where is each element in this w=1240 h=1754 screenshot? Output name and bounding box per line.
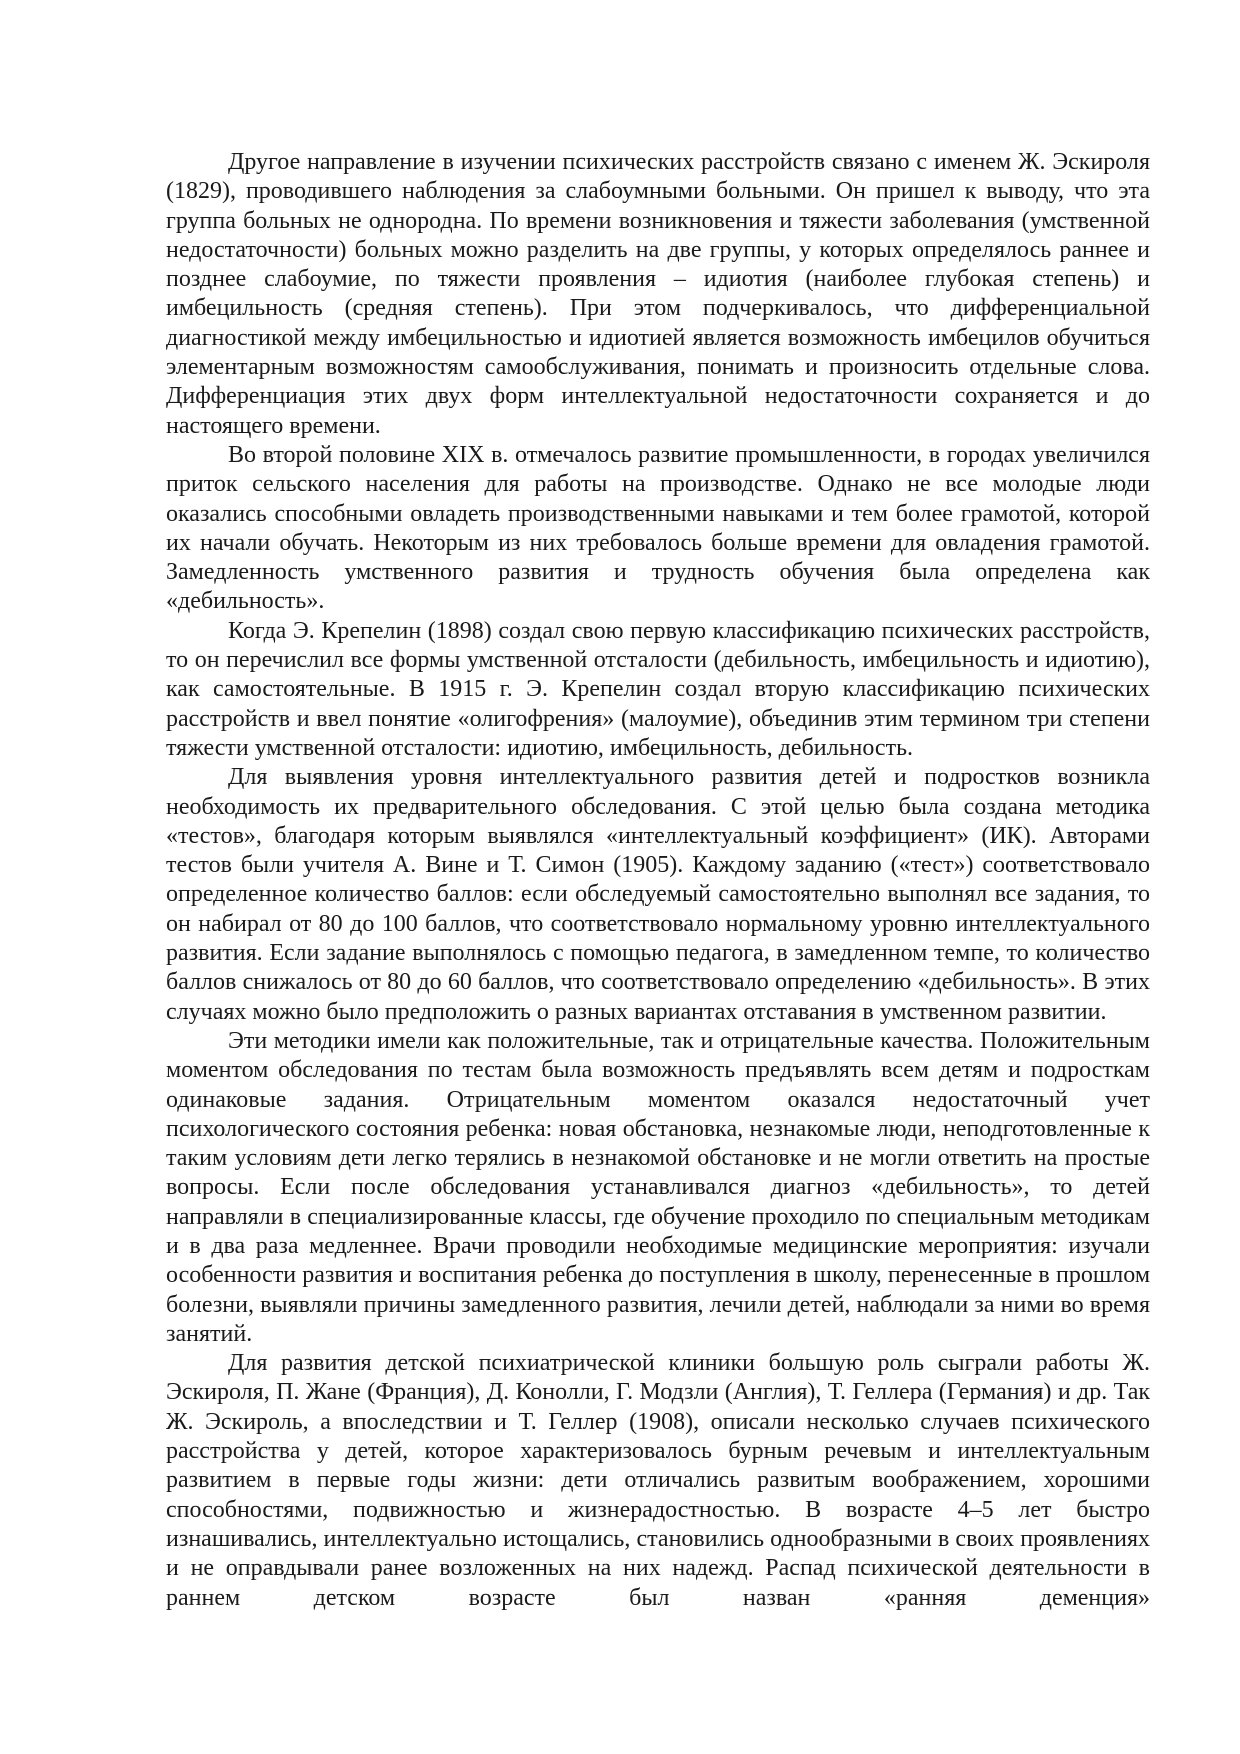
paragraph-19th-century: Во второй половине XIX в. отмечалось развитие промышленности, в городах увеличился приток сельского населения для работы на производстве. Однако не все молодые люди оказались способными овладеть производственными навыками и тем более грамотой, которой их начали обучать. Некоторым из них требовалось больше времени для овладения грамотой. Замедленность умственного развития и трудность обучения была определена как «дебильность». <box>166 441 1150 615</box>
document-page <box>166 148 1150 1613</box>
paragraph-child-psychiatry: Для развития детской психиатрической клиники большую роль сыграли работы Ж. Эскироля, П. Жане (Франция), Д. Конолли, Г. Модзли (Англия), Т. Геллера (Германия) и др. Так Ж. Эскироль, а впоследствии и Т. Геллер (1908), описали несколько случаев психического расстройства у детей, которое характеризовалось бурным речевым и интеллектуальным развитием в первые годы жизни: дети отличались развитым воображением, хорошими способностями, подвижностью и жизнерадостностью. В возрасте 4–5 лет быстро изнашивались, интеллектуально истощались, становились однообразными в своих проявлениях и не оправдывали ранее возложенных на них надежд. Распад психической деятельности в раннем детском возрасте был назван «ранняя деменция» <box>166 1350 1150 1611</box>
paragraph-esquirol: Другое направление в изучении психических расстройств связано с именем Ж. Эскироля (1829), проводившего наблюдения за слабоумными больными. Он пришел к выводу, что эта группа больных не однородна. По времени возникновения и тяжести заболевания (умственной недостаточности) больных можно разделить на две группы, у которых определялось раннее и позднее слабоумие, по тяжести проявления – идиотия (наиболее глубокая степень) и имбецильность (средняя степень). При этом подчеркивалось, что дифференциальной диагностикой между имбецильностью и идиотией является возможность имбецилов обучиться элементарным возможностям самообслуживания, понимать и произносить отдельные слова. Дифференциация этих двух форм интеллектуальной недостаточности сохраняется и до настоящего времени. <box>166 149 1150 439</box>
paragraph-kraepelin: Когда Э. Крепелин (1898) создал свою первую классификацию психических расстройств, то он перечислил все формы умственной отсталости (дебильность, имбецильность и идиотию), как самостоятельные. В 1915 г. Э. Крепелин создал вторую классификацию психических расстройств и ввел понятие «олигофрения» (малоумие), объединив этим термином три степени тяжести умственной отсталости: идиотию, имбецильность, дебильность. <box>166 617 1150 761</box>
paragraph-methods-evaluation: Эти методики имели как положительные, так и отрицательные качества. Положительным моментом обследования по тестам была возможность предъявлять всем детям и подросткам одинаковые задания. Отрицательным моментом оказался недостаточный учет психологического состояния ребенка: новая обстановка, незнакомые люди, неподготовленные к таким условиям дети легко терялись в незнакомой обстановке и не могли ответить на простые вопросы. Если после обследования устанавливался диагноз «дебильность», то детей направляли в специализированные классы, где обучение проходило по специальным методикам и в два раза медленнее. Врачи проводили необходимые медицинские мероприятия: изучали особенности развития и воспитания ребенка до поступления в школу, перенесенные в прошлом болезни, выявляли причины замедленного развития, лечили детей, наблюдали за ними во время занятий. <box>166 1027 1150 1347</box>
paragraph-tests: Для выявления уровня интеллектуального развития детей и подростков возникла необходимость их предварительного обследования. С этой целью была создана методика «тестов», благодаря которым выявлялся «интеллектуальный коэффициент» (ИК). Авторами тестов были учителя А. Вине и Т. Симон (1905). Каждому заданию («тест») соответствовало определенное количество баллов: если обследуемый самостоятельно выполнял все задания, то он набирал от 80 до 100 баллов, что соответствовало нормальному уровню интеллектуального развития. Если задание выполнялось с помощью педагога, в замедленном темпе, то количество баллов снижалось от 80 до 60 баллов, что соответствовало определению «дебильность». В этих случаях можно было предположить о разных вариантах отставания в умственном развитии. <box>166 764 1150 1025</box>
